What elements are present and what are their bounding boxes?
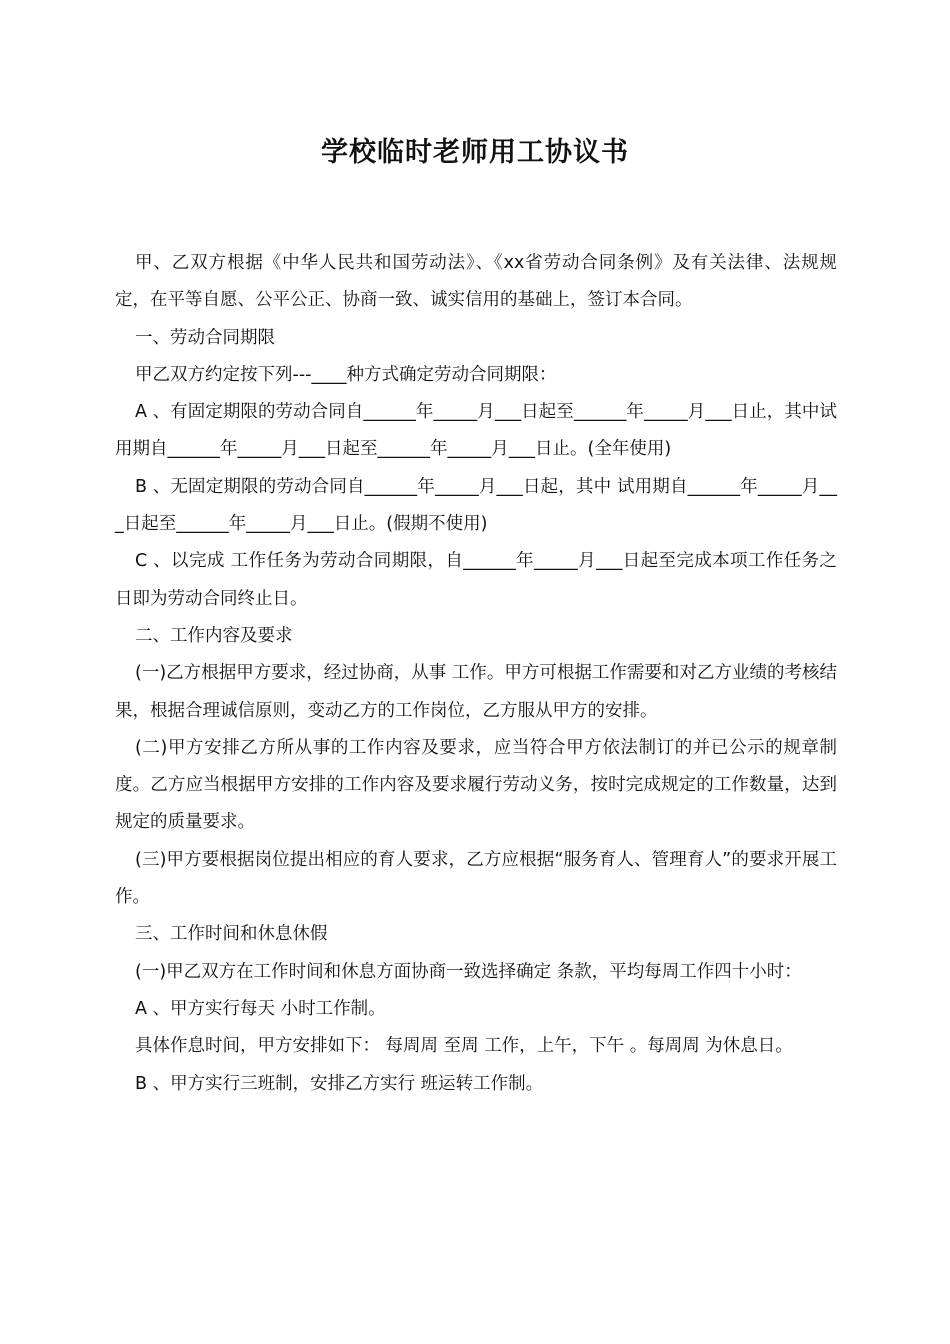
paragraph-hours-option-a: A 、甲方实行每天 小时工作制。 xyxy=(135,998,386,1019)
paragraph-work-2: (二)甲方安排乙方所从事的工作内容及要求，应当符合甲方依法制订的并已公示的规章制度。乙方应当根据甲方安排的工作内容及要求履行劳动义务，按时完成规定的工作数量，达到规定的质量要求。 xyxy=(115,737,837,833)
paragraph-schedule: 具体作息时间，甲方安排如下： 每周周 至周 工作，上午，下午 。每周周 为休息日。 xyxy=(135,1036,793,1057)
document-body xyxy=(115,245,837,1103)
paragraph-preamble: 甲、乙双方根据《中华人民共和国劳动法》、《xx省劳动合同条例》及有关法律、法规规定，在平等自愿、公平公正、协商一致、诚实信用的基础上，签订本合同。 xyxy=(115,253,837,311)
paragraph-hours-option-b: B 、甲方实行三班制，安排乙方实行 班运转工作制。 xyxy=(135,1073,544,1094)
section-heading-work-hours: 三、工作时间和休息休假 xyxy=(135,924,328,945)
paragraph-work-3: (三)甲方要根据岗位提出相应的育人要求，乙方应根据“服务育人、管理育人”的要求开展工作。 xyxy=(115,849,837,908)
paragraph-option-b: B 、无固定期限的劳动合同自______年_____月___日起，其中 试用期自______年_____月___日起至______年_____月___日止。(假期不使用) xyxy=(115,476,837,535)
section-heading-contract-term: 一、劳动合同期限 xyxy=(135,327,275,348)
paragraph-term-method: 甲乙双方约定按下列---____种方式确定劳动合同期限： xyxy=(135,364,557,385)
paragraph-option-c: C 、以完成 工作任务为劳动合同期限，自______年_____月___日起至完成本项工作任务之日即为劳动合同终止日。 xyxy=(115,551,837,609)
paragraph-hours-1: (一)甲乙双方在工作时间和休息方面协商一致选择确定 条款，平均每周工作四十小时： xyxy=(135,961,802,982)
document-title: 学校临时老师用工协议书 xyxy=(321,137,629,168)
paragraph-work-1: (一)乙方根据甲方要求，经过协商，从事 工作。甲方可根据工作需要和对乙方业绩的考核结果，根据合理诚信原则，变动乙方的工作岗位，乙方服从甲方的安排。 xyxy=(115,663,837,721)
paragraph-option-a: A 、有固定期限的劳动合同自______年_____月___日起至______年_____月___日止，其中试用期自______年_____月___日起至______年_____月___日止。(全年使用) xyxy=(115,402,837,460)
section-heading-work-content: 二、工作内容及要求 xyxy=(135,625,293,646)
